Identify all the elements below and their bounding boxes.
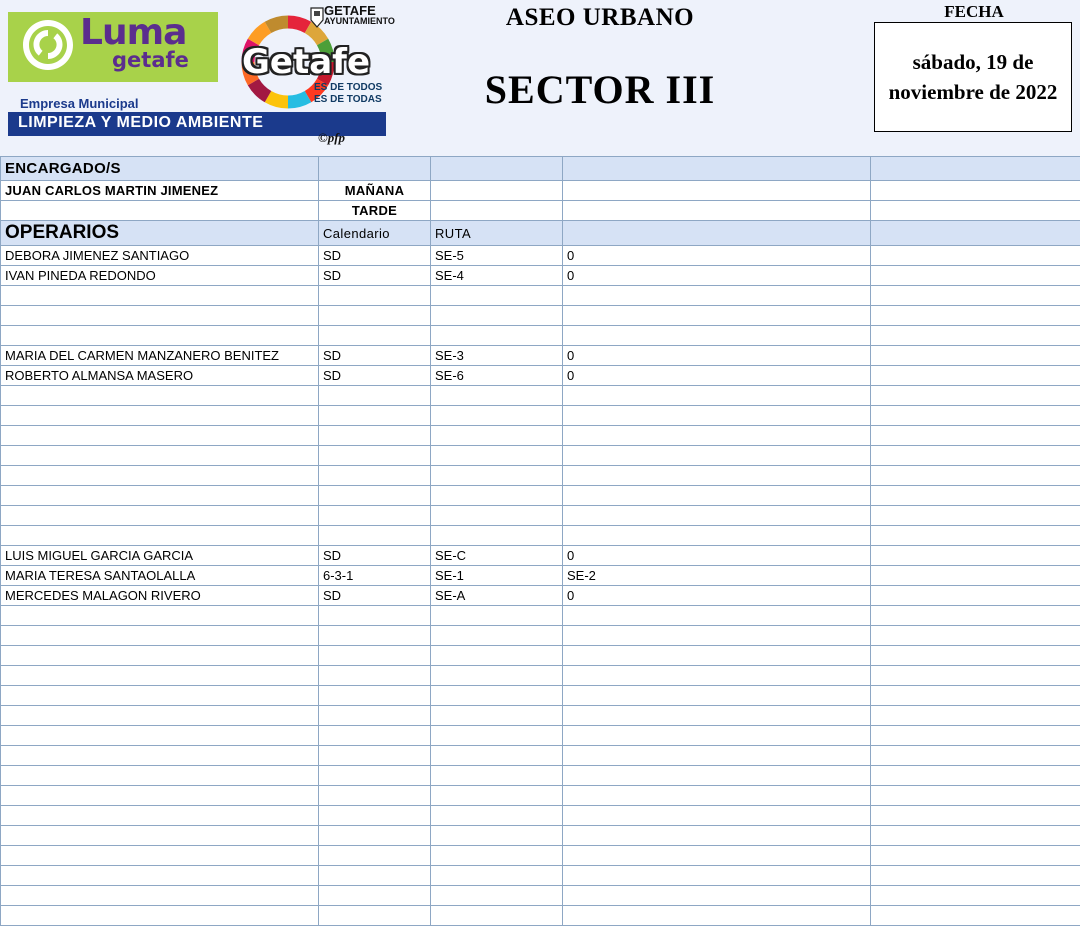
- operario-name[interactable]: [1, 486, 319, 506]
- operario-ruta-extra[interactable]: [563, 666, 871, 686]
- operario-name[interactable]: [1, 706, 319, 726]
- operario-ruta[interactable]: SE-6: [431, 366, 563, 386]
- luma-swirl-icon: [18, 16, 78, 74]
- operario-name[interactable]: [1, 326, 319, 346]
- operario-ruta[interactable]: [431, 386, 563, 406]
- operario-ruta[interactable]: [431, 866, 563, 886]
- credit-label: ©pfp: [318, 130, 345, 146]
- operarios-label: OPERARIOS: [1, 221, 319, 246]
- sdg-slogan-line1: ES DE TODOS: [314, 82, 382, 94]
- operario-ruta-extra[interactable]: 0: [563, 266, 871, 286]
- operario-calendario[interactable]: 6-3-1: [319, 566, 431, 586]
- operario-ruta-extra[interactable]: [563, 826, 871, 846]
- operario-cell-5[interactable]: [871, 826, 1080, 846]
- operario-calendario[interactable]: [319, 886, 431, 906]
- operario-cell-5[interactable]: [871, 466, 1080, 486]
- operario-ruta[interactable]: [431, 746, 563, 766]
- ayuntamiento-label: [324, 6, 395, 26]
- operario-name[interactable]: [1, 626, 319, 646]
- operario-name[interactable]: [1, 306, 319, 326]
- operario-calendario[interactable]: [319, 906, 431, 926]
- shift-tarde: TARDE: [319, 201, 431, 221]
- operarios-header-cell-4: [563, 221, 871, 246]
- table-row: [1, 666, 1080, 686]
- operario-name[interactable]: [1, 686, 319, 706]
- operario-cell-5[interactable]: [871, 486, 1080, 506]
- operario-name[interactable]: [1, 826, 319, 846]
- operario-cell-5[interactable]: [871, 866, 1080, 886]
- operario-ruta[interactable]: [431, 326, 563, 346]
- operario-cell-5[interactable]: [871, 906, 1080, 926]
- encargado-manana-cell-5: [871, 181, 1080, 201]
- ayuntamiento-line2: AYUNTAMIENTO: [324, 16, 395, 26]
- operario-calendario[interactable]: [319, 466, 431, 486]
- assignment-table: [0, 156, 1080, 926]
- operario-cell-5[interactable]: [871, 586, 1080, 606]
- column-header-ruta: RUTA: [431, 221, 563, 246]
- operario-ruta-extra[interactable]: 0: [563, 586, 871, 606]
- operario-name[interactable]: MARIA TERESA SANTAOLALLA: [1, 566, 319, 586]
- operario-calendario[interactable]: [319, 866, 431, 886]
- table-row: [1, 326, 1080, 346]
- operario-cell-5[interactable]: [871, 426, 1080, 446]
- operario-ruta[interactable]: [431, 886, 563, 906]
- operario-cell-5[interactable]: [871, 706, 1080, 726]
- operario-name[interactable]: [1, 746, 319, 766]
- table-row: [1, 366, 1080, 386]
- table-row: [1, 686, 1080, 706]
- operario-ruta-extra[interactable]: [563, 286, 871, 306]
- operario-ruta[interactable]: [431, 826, 563, 846]
- operario-ruta[interactable]: [431, 686, 563, 706]
- table-row: [1, 566, 1080, 586]
- table-row: [1, 706, 1080, 726]
- operario-ruta[interactable]: [431, 286, 563, 306]
- operario-cell-5[interactable]: [871, 886, 1080, 906]
- operario-ruta-extra[interactable]: [563, 906, 871, 926]
- operario-ruta-extra[interactable]: [563, 626, 871, 646]
- operario-ruta-extra[interactable]: [563, 466, 871, 486]
- operario-calendario[interactable]: [319, 286, 431, 306]
- page-title: ASEO URBANO: [400, 4, 800, 32]
- operario-calendario[interactable]: SD: [319, 266, 431, 286]
- operario-name[interactable]: [1, 446, 319, 466]
- operario-cell-5[interactable]: [871, 686, 1080, 706]
- operario-ruta-extra[interactable]: [563, 766, 871, 786]
- operario-ruta[interactable]: [431, 726, 563, 746]
- operario-cell-5[interactable]: [871, 786, 1080, 806]
- encargado-name-tarde: [1, 201, 319, 221]
- operario-cell-5[interactable]: [871, 726, 1080, 746]
- operario-ruta[interactable]: [431, 806, 563, 826]
- table-row: [1, 266, 1080, 286]
- operario-name[interactable]: [1, 726, 319, 746]
- table-row: [1, 646, 1080, 666]
- encargados-cell-5: [871, 157, 1080, 181]
- operario-calendario[interactable]: [319, 646, 431, 666]
- operario-name[interactable]: [1, 666, 319, 686]
- operario-cell-5[interactable]: [871, 386, 1080, 406]
- encargado-manana-cell-3: [431, 181, 563, 201]
- operario-ruta-extra[interactable]: [563, 306, 871, 326]
- operario-name[interactable]: [1, 606, 319, 626]
- encargado-name: JUAN CARLOS MARTIN JIMENEZ: [1, 181, 319, 201]
- operario-ruta[interactable]: [431, 466, 563, 486]
- operario-ruta[interactable]: SE-C: [431, 546, 563, 566]
- operario-cell-5[interactable]: [871, 746, 1080, 766]
- operario-calendario[interactable]: SD: [319, 346, 431, 366]
- operario-cell-5[interactable]: [871, 326, 1080, 346]
- operario-cell-5[interactable]: [871, 306, 1080, 326]
- table-row: [1, 806, 1080, 826]
- operario-ruta[interactable]: [431, 306, 563, 326]
- operario-ruta[interactable]: SE-4: [431, 266, 563, 286]
- operario-name[interactable]: [1, 886, 319, 906]
- operario-cell-5[interactable]: [871, 606, 1080, 626]
- luma-getafe-sub: getafe: [112, 48, 189, 72]
- encargados-cell-4: [563, 157, 871, 181]
- operario-ruta[interactable]: [431, 406, 563, 426]
- operario-name[interactable]: LUIS MIGUEL GARCIA GARCIA: [1, 546, 319, 566]
- table-row: [1, 486, 1080, 506]
- operario-ruta-extra[interactable]: [563, 326, 871, 346]
- encargados-cell-2: [319, 157, 431, 181]
- operario-cell-5[interactable]: [871, 246, 1080, 266]
- operario-cell-5[interactable]: [871, 366, 1080, 386]
- table-row: [1, 466, 1080, 486]
- operario-ruta-extra[interactable]: [563, 686, 871, 706]
- operario-ruta-extra[interactable]: 0: [563, 546, 871, 566]
- operario-ruta-extra[interactable]: [563, 706, 871, 726]
- document-header: [0, 0, 1080, 148]
- operario-ruta[interactable]: [431, 906, 563, 926]
- operario-ruta[interactable]: SE-3: [431, 346, 563, 366]
- operario-ruta[interactable]: [431, 506, 563, 526]
- operario-name[interactable]: [1, 766, 319, 786]
- operario-ruta-extra[interactable]: [563, 486, 871, 506]
- operario-name[interactable]: [1, 526, 319, 546]
- table-row: [1, 306, 1080, 326]
- table-row-operarios-header: [1, 221, 1080, 246]
- shift-manana: MAÑANA: [319, 181, 431, 201]
- operario-name[interactable]: [1, 426, 319, 446]
- operario-ruta-extra[interactable]: SE-2: [563, 566, 871, 586]
- operario-ruta[interactable]: [431, 706, 563, 726]
- operario-calendario[interactable]: [319, 726, 431, 746]
- table-body: [1, 157, 1080, 926]
- operario-cell-5[interactable]: [871, 646, 1080, 666]
- operario-cell-5[interactable]: [871, 806, 1080, 826]
- operario-ruta-extra[interactable]: [563, 806, 871, 826]
- operario-ruta[interactable]: [431, 646, 563, 666]
- table-row-encargados-header: [1, 157, 1080, 181]
- ayuntamiento-line1: GETAFE: [324, 6, 395, 16]
- operario-calendario[interactable]: [319, 626, 431, 646]
- operario-calendario[interactable]: [319, 306, 431, 326]
- table-row: [1, 606, 1080, 626]
- operario-ruta-extra[interactable]: 0: [563, 366, 871, 386]
- encargado-tarde-cell-3: [431, 201, 563, 221]
- operario-name[interactable]: [1, 286, 319, 306]
- operario-name[interactable]: ROBERTO ALMANSA MASERO: [1, 366, 319, 386]
- operario-ruta[interactable]: SE-A: [431, 586, 563, 606]
- operario-ruta[interactable]: [431, 446, 563, 466]
- operarios-header-cell-5: [871, 221, 1080, 246]
- operario-ruta-extra[interactable]: [563, 526, 871, 546]
- operario-calendario[interactable]: [319, 806, 431, 826]
- operario-ruta[interactable]: [431, 486, 563, 506]
- operario-ruta-extra[interactable]: 0: [563, 346, 871, 366]
- encargados-cell-3: [431, 157, 563, 181]
- operario-name[interactable]: [1, 866, 319, 886]
- operario-calendario[interactable]: [319, 486, 431, 506]
- getafe-crest-icon: [310, 6, 324, 28]
- fecha-value: sábado, 19 de noviembre de 2022: [874, 22, 1072, 132]
- operario-ruta-extra[interactable]: [563, 386, 871, 406]
- table-row: [1, 906, 1080, 926]
- empresa-municipal-label: Empresa Municipal: [20, 96, 138, 111]
- encargado-tarde-cell-4: [563, 201, 871, 221]
- table-row: [1, 526, 1080, 546]
- table-row: [1, 726, 1080, 746]
- operario-cell-5[interactable]: [871, 666, 1080, 686]
- table-row: [1, 406, 1080, 426]
- operario-cell-5[interactable]: [871, 346, 1080, 366]
- operario-calendario[interactable]: [319, 526, 431, 546]
- operario-ruta[interactable]: [431, 606, 563, 626]
- operario-ruta-extra[interactable]: [563, 606, 871, 626]
- getafe-wordmark: Getafe: [242, 42, 370, 82]
- operario-calendario[interactable]: [319, 406, 431, 426]
- table-row: [1, 746, 1080, 766]
- operario-name[interactable]: [1, 806, 319, 826]
- logo-block: [8, 4, 386, 144]
- operario-ruta-extra[interactable]: [563, 786, 871, 806]
- table-row: [1, 626, 1080, 646]
- operario-calendario[interactable]: [319, 746, 431, 766]
- operario-name[interactable]: [1, 466, 319, 486]
- operario-name[interactable]: DEBORA JIMENEZ SANTIAGO: [1, 246, 319, 266]
- getafe-logo: [224, 6, 394, 116]
- limpieza-label: LIMPIEZA Y MEDIO AMBIENTE: [18, 114, 263, 132]
- table-row: [1, 586, 1080, 606]
- page-subtitle: SECTOR III: [400, 66, 800, 113]
- table-row-encargado-tarde: [1, 201, 1080, 221]
- operario-ruta-extra[interactable]: [563, 406, 871, 426]
- operario-ruta[interactable]: [431, 426, 563, 446]
- operario-calendario[interactable]: [319, 506, 431, 526]
- operario-calendario[interactable]: SD: [319, 366, 431, 386]
- operario-ruta[interactable]: [431, 626, 563, 646]
- operario-ruta-extra[interactable]: 0: [563, 246, 871, 266]
- operario-calendario[interactable]: [319, 786, 431, 806]
- table-row: [1, 386, 1080, 406]
- table-row: [1, 426, 1080, 446]
- operario-calendario[interactable]: [319, 386, 431, 406]
- operario-ruta-extra[interactable]: [563, 446, 871, 466]
- operario-name[interactable]: [1, 906, 319, 926]
- operario-name[interactable]: IVAN PINEDA REDONDO: [1, 266, 319, 286]
- operario-calendario[interactable]: [319, 826, 431, 846]
- encargado-tarde-cell-5: [871, 201, 1080, 221]
- operario-ruta-extra[interactable]: [563, 886, 871, 906]
- table-row: [1, 826, 1080, 846]
- operario-calendario[interactable]: [319, 766, 431, 786]
- operario-cell-5[interactable]: [871, 626, 1080, 646]
- table-row: [1, 786, 1080, 806]
- column-header-calendario: Calendario: [319, 221, 431, 246]
- table-row: [1, 886, 1080, 906]
- operario-name[interactable]: MARIA DEL CARMEN MANZANERO BENITEZ: [1, 346, 319, 366]
- operario-cell-5[interactable]: [871, 766, 1080, 786]
- table-row: [1, 286, 1080, 306]
- operario-ruta-extra[interactable]: [563, 726, 871, 746]
- operario-calendario[interactable]: [319, 606, 431, 626]
- operario-cell-5[interactable]: [871, 406, 1080, 426]
- table-row-encargado-manana: [1, 181, 1080, 201]
- operario-name[interactable]: MERCEDES MALAGON RIVERO: [1, 586, 319, 606]
- operario-ruta-extra[interactable]: [563, 866, 871, 886]
- operario-name[interactable]: [1, 386, 319, 406]
- table-row: [1, 446, 1080, 466]
- operario-cell-5[interactable]: [871, 266, 1080, 286]
- table-row: [1, 546, 1080, 566]
- sdg-slogan: [314, 82, 382, 106]
- sdg-slogan-line2: ES DE TODAS: [314, 94, 382, 106]
- operario-ruta[interactable]: SE-1: [431, 566, 563, 586]
- operario-calendario[interactable]: SD: [319, 586, 431, 606]
- operario-cell-5[interactable]: [871, 546, 1080, 566]
- operario-calendario[interactable]: [319, 666, 431, 686]
- operario-name[interactable]: [1, 406, 319, 426]
- operario-calendario[interactable]: SD: [319, 546, 431, 566]
- operario-calendario[interactable]: [319, 446, 431, 466]
- operario-cell-5[interactable]: [871, 446, 1080, 466]
- operario-ruta[interactable]: SE-5: [431, 246, 563, 266]
- operario-name[interactable]: [1, 786, 319, 806]
- operario-ruta-extra[interactable]: [563, 646, 871, 666]
- operario-cell-5[interactable]: [871, 506, 1080, 526]
- encargado-manana-cell-4: [563, 181, 871, 201]
- table-row: [1, 766, 1080, 786]
- operario-calendario[interactable]: [319, 686, 431, 706]
- operario-name[interactable]: [1, 646, 319, 666]
- operario-calendario[interactable]: [319, 706, 431, 726]
- operario-cell-5[interactable]: [871, 566, 1080, 586]
- operario-cell-5[interactable]: [871, 526, 1080, 546]
- operario-ruta-extra[interactable]: [563, 426, 871, 446]
- encargados-label: ENCARGADO/S: [1, 157, 319, 181]
- operario-ruta[interactable]: [431, 786, 563, 806]
- fecha-label: FECHA: [874, 2, 1074, 22]
- operario-calendario[interactable]: [319, 326, 431, 346]
- table-row: [1, 866, 1080, 886]
- table-row: [1, 246, 1080, 266]
- operario-ruta-extra[interactable]: [563, 746, 871, 766]
- luma-wordmark: Luma: [80, 16, 186, 50]
- operario-calendario[interactable]: SD: [319, 246, 431, 266]
- operario-name[interactable]: [1, 506, 319, 526]
- operario-calendario[interactable]: [319, 426, 431, 446]
- table-row: [1, 346, 1080, 366]
- operario-ruta[interactable]: [431, 526, 563, 546]
- operario-ruta[interactable]: [431, 666, 563, 686]
- operario-cell-5[interactable]: [871, 286, 1080, 306]
- operario-ruta-extra[interactable]: [563, 506, 871, 526]
- operario-ruta[interactable]: [431, 766, 563, 786]
- table-row: [1, 506, 1080, 526]
